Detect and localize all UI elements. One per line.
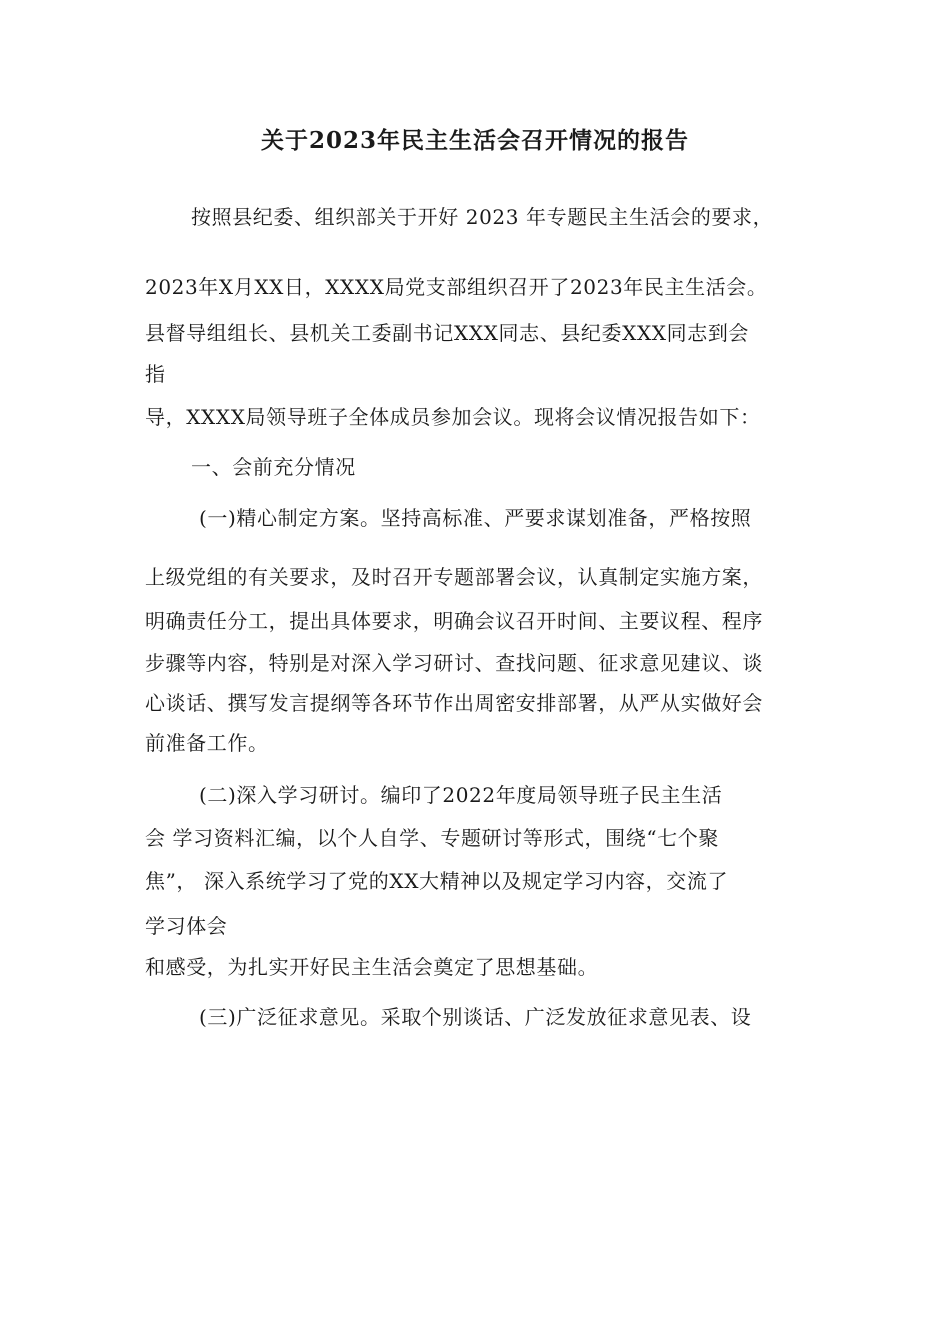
paragraph-line: 步骤等内容，特别是对深入学习研讨、查找问题、征求意见建议、谈: [145, 651, 763, 675]
paragraph-line: 会 学习资料汇编，以个人自学、专题研讨等形式，围绕“七个聚: [145, 826, 719, 850]
paragraph-line: 学习体会: [145, 914, 228, 938]
section-heading: 一、会前充分情况: [191, 455, 356, 479]
paragraph-line: 2023年X月XX日，XXXX局党支部组织召开了2023年民主生活会。: [145, 275, 768, 299]
paragraph-line: 上级党组的有关要求，及时召开专题部署会议，认真制定实施方案，: [145, 565, 763, 589]
paragraph-line: 和感受，为扎实开好民主生活会奠定了思想基础。: [145, 955, 599, 979]
document-title: 关于2023年民主生活会召开情况的报告: [260, 127, 689, 154]
paragraph-line: 按照县纪委、组织部关于开好 2023 年专题民主生活会的要求，: [191, 205, 774, 229]
subsection-heading-line: (二)深入学习研讨。编印了2022年度局领导班子民主生活: [199, 783, 723, 807]
paragraph-line: 前准备工作。: [145, 731, 269, 755]
paragraph-line: 指: [145, 362, 166, 386]
paragraph-line: 导，XXXX局领导班子全体成员参加会议。现将会议情况报告如下：: [145, 405, 761, 429]
subsection-heading-line: (一)精心制定方案。坚持高标准、严要求谋划准备，严格按照: [199, 506, 752, 530]
paragraph-line: 心谈话、撰写发言提纲等各环节作出周密安排部署，从严从实做好会: [145, 691, 763, 715]
subsection-heading-line: (三)广泛征求意见。采取个别谈话、广泛发放征求意见表、设: [199, 1005, 752, 1029]
paragraph-line: 县督导组组长、县机关工委副书记XXX同志、县纪委XXX同志到会: [145, 321, 750, 345]
paragraph-line: 明确责任分工，提出具体要求，明确会议召开时间、主要议程、程序: [145, 609, 763, 633]
paragraph-line: 焦”， 深入系统学习了党的XX大精神以及规定学习内容，交流了: [145, 869, 729, 893]
